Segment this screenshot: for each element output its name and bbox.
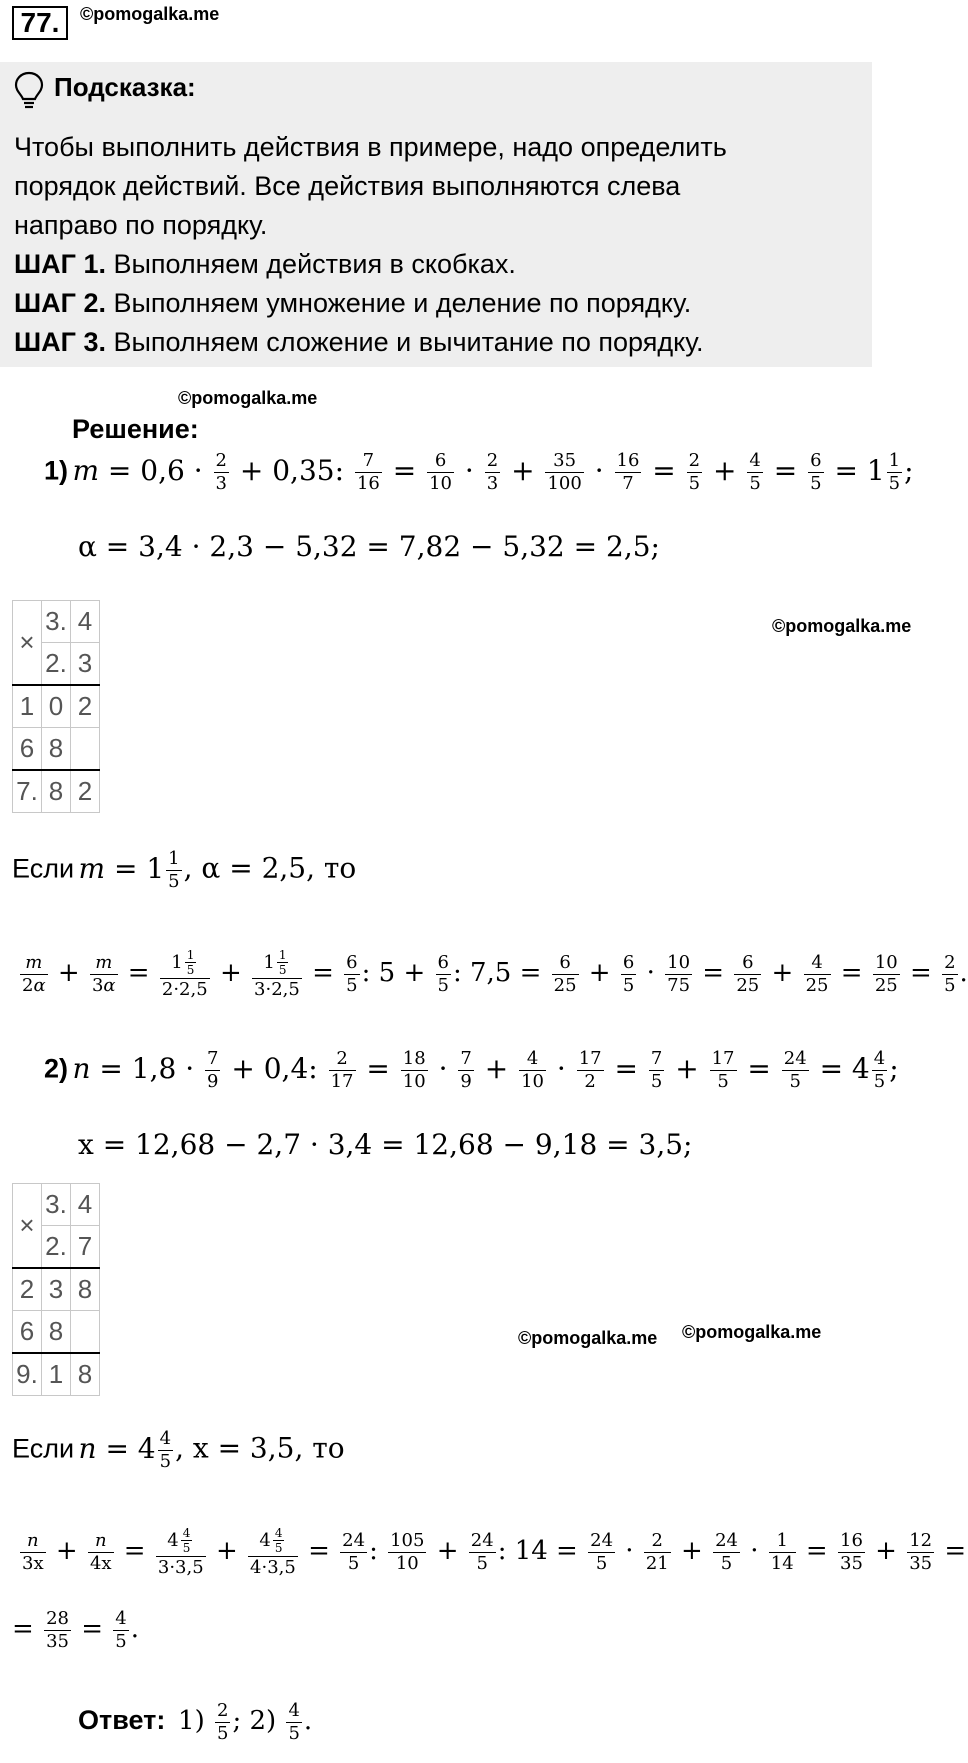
hint-step-1: ШАГ 1. Выполняем действия в скобках. <box>14 249 516 279</box>
digit-cell: 8 <box>71 1353 100 1396</box>
expression-2: $\frac{n}{3x}$ + $\frac{n}{4x}$ = 4 $\frac{4}{5}$ 3·3,5 + 4 $\frac{4}{5}$ 4·3,5 = $\frac{24}{5}$ : $\frac{105}{10}$ + $\frac{24}{5}$ : 14 = $\frac{24}{5}$ · $\frac{2}{21}$ + $\frac{24}{5}$ · $\frac{1}{14}$ = $\frac{16}{35}$ + $\frac{12}{35}$ = <box>22 1526 967 1578</box>
watermark: ©pomogalka.me <box>772 616 912 636</box>
part-1-label: 1) <box>44 455 69 486</box>
digit-cell: 3. <box>42 1184 71 1226</box>
digit-cell: 4 <box>71 1184 100 1226</box>
watermark: ©pomogalka.me <box>682 1322 822 1342</box>
digit-cell: 4 <box>71 601 100 643</box>
digit-cell: 7. <box>13 770 42 813</box>
digit-cell: 6 <box>13 728 42 771</box>
digit-cell: 2 <box>13 1268 42 1311</box>
digit-cell: 2. <box>42 1226 71 1269</box>
hint-title: Подсказка: <box>54 72 196 102</box>
digit-cell: 7 <box>71 1226 100 1269</box>
task-number: 77. <box>12 6 68 40</box>
watermark: ©pomogalka.me <box>518 1328 658 1348</box>
answer-line: Ответ: 1) $\frac{2}{5}$ ; 2) $\frac{4}{5}$ . <box>78 1700 313 1744</box>
multiplication-table-1 <box>12 600 100 813</box>
digit-cell: 2 <box>71 770 100 813</box>
hint-line: порядок действий. Все действия выполняются слева <box>14 171 681 201</box>
digit-cell: 0 <box>42 685 71 728</box>
digit-cell: 6 <box>13 1311 42 1354</box>
m-equation: 1) m = 0,6 · $\frac{2}{3}$ + 0,35: $\frac{7}{16}$ = $\frac{6}{10}$ · $\frac{2}{3}$ + $\frac{35}{100}$ · $\frac{16}{7}$ = $\frac{2}{5}$ + $\frac{4}{5}$ = $\frac{6}{5}$ = 1 $\frac{1}{5}$ ; <box>44 450 914 494</box>
part-2-label: 2) <box>44 1053 69 1084</box>
digit-cell: 3. <box>42 601 71 643</box>
multiply-sign: × <box>13 1184 42 1269</box>
digit-cell: 8 <box>42 1311 71 1354</box>
answer-label: Ответ: <box>78 1705 166 1736</box>
watermark: ©pomogalka.me <box>178 388 318 408</box>
multiplication-table-2 <box>12 1183 100 1396</box>
digit-cell: 8 <box>71 1268 100 1311</box>
digit-cell: 8 <box>42 770 71 813</box>
hint-line: направо по порядку. <box>14 210 268 240</box>
expression-1: $\frac{m}{2\alpha}$ + $\frac{m}{3\alpha}$ = 1 $\frac{1}{5}$ 2·2,5 + 1 $\frac{1}{5}$ 3·2,5 = $\frac{6}{5}$ : 5 + $\frac{6}{5}$ : 7,5 = $\frac{6}{25}$ + $\frac{6}{5}$ · $\frac{10}{75}$ = $\frac{6}{25}$ + $\frac{4}{25}$ = $\frac{10}{25}$ = $\frac{2}{5}$ . <box>22 948 968 1000</box>
digit-cell: 2 <box>71 685 100 728</box>
digit-cell <box>71 1311 100 1354</box>
hint-step-2: ШАГ 2. Выполняем умножение и деление по порядку. <box>14 288 692 318</box>
n-equation: 2) n = 1,8 · $\frac{7}{9}$ + 0,4: $\frac{2}{17}$ = $\frac{18}{10}$ · $\frac{7}{9}$ + $\frac{4}{10}$ · $\frac{17}{2}$ = $\frac{7}{5}$ + $\frac{17}{5}$ = $\frac{24}{5}$ = 4 $\frac{4}{5}$ ; <box>44 1048 899 1092</box>
digit-cell: 3 <box>42 1268 71 1311</box>
multiply-sign: × <box>13 601 42 686</box>
solution-label: Решение: <box>72 414 199 444</box>
digit-cell: 1 <box>13 685 42 728</box>
digit-cell: 9. <box>13 1353 42 1396</box>
digit-cell: 1 <box>42 1353 71 1396</box>
digit-cell: 8 <box>42 728 71 771</box>
condition-line-2: Если n = 4 $\frac{4}{5}$ , x = 3,5, то <box>12 1428 345 1472</box>
digit-cell: 3 <box>71 643 100 686</box>
hint-line: Чтобы выполнить действия в примере, надо определить <box>14 132 727 162</box>
lightbulb-icon <box>12 70 46 115</box>
x-equation: x = 12,68 − 2,7 · 3,4 = 12,68 − 9,18 = 3,5; <box>78 1128 693 1161</box>
watermark: ©pomogalka.me <box>80 4 220 24</box>
expression-2-continued: = $\frac{28}{35}$ = $\frac{4}{5}$ . <box>12 1608 140 1652</box>
hint-step-3: ШАГ 3. Выполняем сложение и вычитание по порядку. <box>14 327 704 357</box>
condition-line-1: Если m = 1 $\frac{1}{5}$ , α = 2,5, то <box>12 848 357 892</box>
alpha-equation: α = 3,4 · 2,3 − 5,32 = 7,82 − 5,32 = 2,5; <box>78 530 660 563</box>
digit-cell: 2. <box>42 643 71 686</box>
digit-cell <box>71 728 100 771</box>
